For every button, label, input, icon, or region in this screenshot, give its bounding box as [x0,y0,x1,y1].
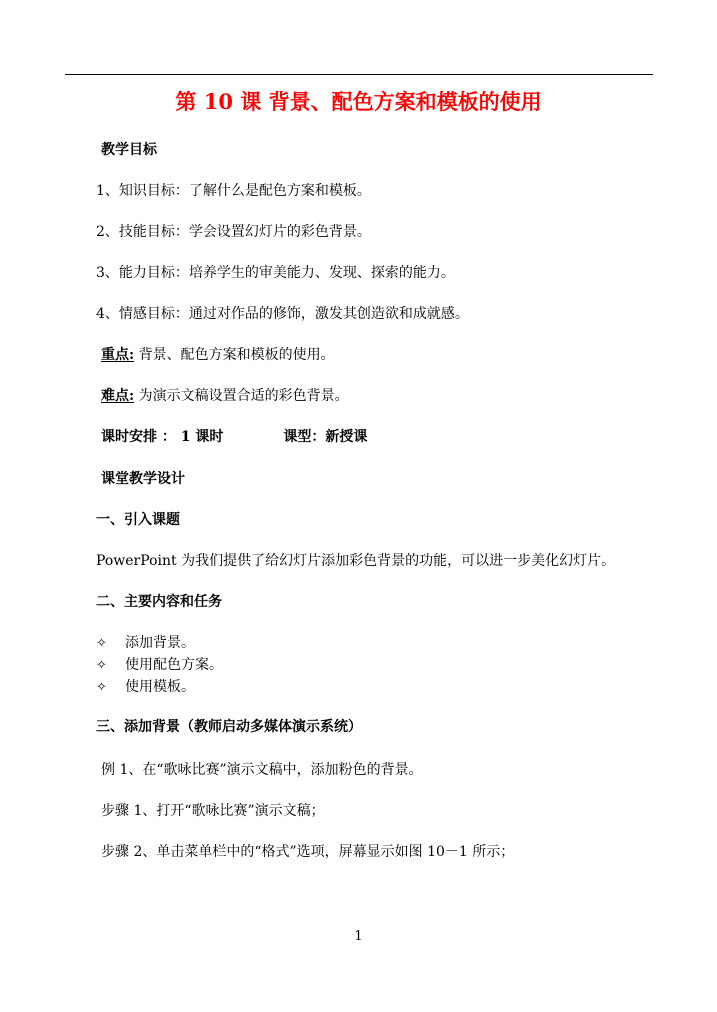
diamond-star-icon: ✧ [96,680,107,695]
goal-skill: 2、技能目标：学会设置幻灯片的彩色背景。 [96,224,371,240]
list-item [96,634,195,653]
key-point-text: 背景、配色方案和模板的使用。 [134,347,335,363]
list-item [96,656,223,675]
section-1-text: PowerPoint 为我们提供了给幻灯片添加彩色背景的功能，可以进一步美化幻灯片。 [96,553,616,569]
list-item-text: 使用配色方案。 [125,657,223,673]
list-item [96,678,195,697]
difficulty [101,387,349,405]
list-item-text: 添加背景。 [125,635,195,651]
section-2-heading: 二、主要内容和任务 [96,594,222,610]
step-2-text: 步骤 2、单击菜单栏中的“格式”选项，屏幕显示如图 10－1 所示； [101,844,515,860]
list-item-text: 使用模板。 [125,679,195,695]
goal-emotion: 4、情感目标：通过对作品的修饰，激发其创造欲和成就感。 [96,306,469,322]
difficulty-text: 为演示文稿设置合适的彩色背景。 [134,388,349,404]
diamond-star-icon: ✧ [96,636,107,651]
goal-knowledge: 1、知识目标：了解什么是配色方案和模板。 [96,183,371,199]
example-text: 例 1、在“歌咏比赛”演示文稿中，添加粉色的背景。 [101,762,423,778]
difficulty-label: 难点: [101,388,135,404]
key-point-label: 重点: [101,347,135,363]
schedule-label: 课时安排 ： 1 课时 [101,429,224,445]
section-3-heading: 三、添加背景（教师启动多媒体演示系统） [96,719,362,735]
design-heading: 课堂教学设计 [101,471,185,487]
lesson-type: 课型：新授课 [283,429,368,445]
header-rule [65,74,653,75]
schedule [101,428,367,446]
step-1-text: 步骤 1、打开“歌咏比赛”演示文稿； [101,803,325,819]
key-point [101,346,335,364]
page-number: 1 [354,929,363,944]
diamond-star-icon: ✧ [96,658,107,673]
section-1-heading: 一、引入课题 [96,512,180,528]
lesson-title: 第 10 课 背景、配色方案和模板的使用 [175,89,542,114]
goal-ability: 3、能力目标：培养学生的审美能力、发现、探索的能力。 [96,265,455,281]
teaching-goals-heading: 教学目标 [101,142,157,158]
